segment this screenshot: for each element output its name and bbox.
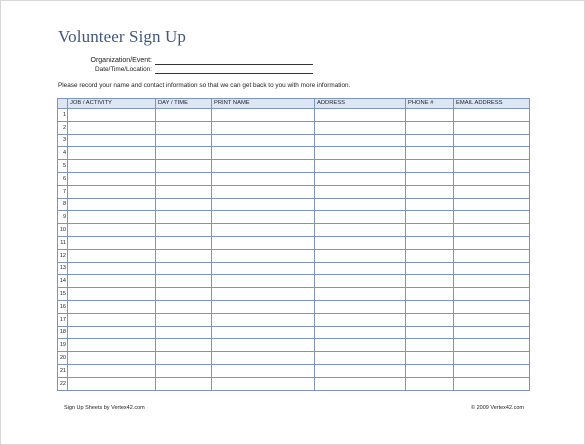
table-cell[interactable] [454, 275, 530, 288]
table-cell[interactable] [315, 364, 406, 377]
table-cell[interactable] [156, 172, 212, 185]
table-cell[interactable] [156, 198, 212, 211]
table-row [58, 160, 530, 173]
table-cell[interactable] [454, 364, 530, 377]
table-cell[interactable] [68, 352, 156, 365]
table-cell[interactable] [156, 224, 212, 237]
column-header: ADDRESS [315, 99, 406, 109]
table-cell[interactable] [156, 109, 212, 122]
column-header-number [58, 99, 68, 109]
table-cell[interactable] [454, 300, 530, 313]
table-cell[interactable] [406, 364, 454, 377]
table-cell[interactable] [315, 198, 406, 211]
instructions-text: Please record your name and contact information so that we can get back to you with more information. [58, 82, 351, 89]
table-cell[interactable] [156, 275, 212, 288]
table-cell[interactable] [68, 185, 156, 198]
table-cell[interactable] [156, 160, 212, 173]
table-cell[interactable] [315, 275, 406, 288]
table-cell[interactable] [315, 313, 406, 326]
table-row [58, 262, 530, 275]
row-number: 20 [58, 352, 68, 365]
table-cell[interactable] [68, 288, 156, 301]
table-row [58, 211, 530, 224]
table-cell[interactable] [156, 313, 212, 326]
row-number: 2 [58, 121, 68, 134]
table-cell[interactable] [212, 160, 315, 173]
table-cell[interactable] [406, 172, 454, 185]
table-row [58, 326, 530, 339]
footer-credit: Sign Up Sheets by Vertex42.com [64, 405, 145, 411]
row-number: 5 [58, 160, 68, 173]
table-cell[interactable] [406, 249, 454, 262]
table-cell[interactable] [68, 236, 156, 249]
table-cell[interactable] [68, 224, 156, 237]
table-cell[interactable] [406, 262, 454, 275]
table-cell[interactable] [454, 224, 530, 237]
table-cell[interactable] [315, 224, 406, 237]
row-number: 7 [58, 185, 68, 198]
table-row [58, 352, 530, 365]
table-cell[interactable] [68, 326, 156, 339]
page-title: Volunteer Sign Up [58, 27, 186, 46]
table-cell[interactable] [68, 275, 156, 288]
table-cell[interactable] [212, 300, 315, 313]
table-cell[interactable] [315, 249, 406, 262]
organization-input-line[interactable] [155, 64, 313, 65]
table-cell[interactable] [156, 339, 212, 352]
table-cell[interactable] [406, 185, 454, 198]
column-header: PRINT NAME [212, 99, 315, 109]
table-cell[interactable] [68, 211, 156, 224]
table-row [58, 198, 530, 211]
table-cell[interactable] [212, 249, 315, 262]
column-header: PHONE # [406, 99, 454, 109]
table-cell[interactable] [156, 236, 212, 249]
row-number: 14 [58, 275, 68, 288]
table-cell[interactable] [68, 109, 156, 122]
row-number: 22 [58, 377, 68, 390]
table-cell[interactable] [68, 300, 156, 313]
table-cell[interactable] [68, 121, 156, 134]
table-cell[interactable] [212, 313, 315, 326]
table-cell[interactable] [454, 249, 530, 262]
table-cell[interactable] [212, 377, 315, 390]
datetime-input-line[interactable] [155, 73, 313, 74]
row-number: 6 [58, 172, 68, 185]
table-cell[interactable] [212, 109, 315, 122]
datetime-label: Date/Time/Location: [95, 66, 152, 73]
table-cell[interactable] [212, 185, 315, 198]
table-cell[interactable] [212, 211, 315, 224]
table-cell[interactable] [454, 198, 530, 211]
table-cell[interactable] [68, 364, 156, 377]
row-number: 1 [58, 109, 68, 122]
row-number: 12 [58, 249, 68, 262]
table-row [58, 300, 530, 313]
table-cell[interactable] [68, 377, 156, 390]
row-number: 19 [58, 339, 68, 352]
table-cell[interactable] [315, 236, 406, 249]
table-cell[interactable] [406, 134, 454, 147]
table-cell[interactable] [68, 160, 156, 173]
table-cell[interactable] [406, 147, 454, 160]
row-number: 17 [58, 313, 68, 326]
table-cell[interactable] [212, 339, 315, 352]
table-cell[interactable] [156, 300, 212, 313]
table-cell[interactable] [315, 147, 406, 160]
table-cell[interactable] [454, 313, 530, 326]
table-cell[interactable] [68, 249, 156, 262]
organization-field [60, 57, 152, 66]
table-row [58, 236, 530, 249]
row-number: 16 [58, 300, 68, 313]
table-row [58, 313, 530, 326]
row-number: 11 [58, 236, 68, 249]
table-cell[interactable] [68, 262, 156, 275]
datetime-field [60, 66, 152, 75]
row-number: 9 [58, 211, 68, 224]
table-cell[interactable] [156, 288, 212, 301]
table-cell[interactable] [212, 275, 315, 288]
table-row [58, 275, 530, 288]
table-cell[interactable] [212, 326, 315, 339]
table-cell[interactable] [156, 249, 212, 262]
table-cell[interactable] [156, 134, 212, 147]
table-cell[interactable] [406, 224, 454, 237]
row-number: 8 [58, 198, 68, 211]
table-cell[interactable] [315, 339, 406, 352]
table-cell[interactable] [454, 147, 530, 160]
table-row [58, 134, 530, 147]
table-cell[interactable] [68, 339, 156, 352]
footer-copyright: © 2009 Vertex42.com [471, 405, 524, 411]
table-cell[interactable] [406, 339, 454, 352]
table-cell[interactable] [454, 109, 530, 122]
row-number: 15 [58, 288, 68, 301]
table-cell[interactable] [454, 339, 530, 352]
table-cell[interactable] [406, 275, 454, 288]
signup-table [57, 98, 530, 391]
table-cell[interactable] [212, 172, 315, 185]
table-cell[interactable] [156, 326, 212, 339]
table-row [58, 339, 530, 352]
table-row [58, 288, 530, 301]
table-row [58, 185, 530, 198]
row-number: 13 [58, 262, 68, 275]
table-cell[interactable] [454, 185, 530, 198]
table-cell[interactable] [406, 121, 454, 134]
table-cell[interactable] [156, 262, 212, 275]
table-cell[interactable] [315, 109, 406, 122]
table-cell[interactable] [315, 262, 406, 275]
table-cell[interactable] [454, 288, 530, 301]
table-cell[interactable] [406, 300, 454, 313]
table-row [58, 109, 530, 122]
table-cell[interactable] [406, 198, 454, 211]
table-cell[interactable] [315, 185, 406, 198]
table-row [58, 172, 530, 185]
table-cell[interactable] [315, 377, 406, 390]
table-cell[interactable] [454, 211, 530, 224]
table-cell[interactable] [454, 134, 530, 147]
table-cell[interactable] [406, 109, 454, 122]
table-cell[interactable] [212, 262, 315, 275]
table-row [58, 364, 530, 377]
table-cell[interactable] [454, 160, 530, 173]
organization-label: Organization/Event: [90, 57, 152, 64]
table-row [58, 377, 530, 390]
table-cell[interactable] [68, 313, 156, 326]
table-cell[interactable] [315, 326, 406, 339]
table-cell[interactable] [68, 198, 156, 211]
row-number: 4 [58, 147, 68, 160]
table-cell[interactable] [68, 134, 156, 147]
column-header: JOB / ACTIVITY [68, 99, 156, 109]
table-cell[interactable] [406, 288, 454, 301]
table-cell[interactable] [315, 300, 406, 313]
table-cell[interactable] [156, 185, 212, 198]
table-cell[interactable] [406, 326, 454, 339]
table-cell[interactable] [315, 172, 406, 185]
column-header: DAY / TIME [156, 99, 212, 109]
row-number: 18 [58, 326, 68, 339]
table-cell[interactable] [406, 211, 454, 224]
table-cell[interactable] [454, 352, 530, 365]
table-row [58, 147, 530, 160]
table-cell[interactable] [454, 262, 530, 275]
row-number: 3 [58, 134, 68, 147]
table-cell[interactable] [212, 364, 315, 377]
table-cell[interactable] [315, 211, 406, 224]
table-cell[interactable] [406, 236, 454, 249]
table-cell[interactable] [212, 121, 315, 134]
table-cell[interactable] [68, 147, 156, 160]
table-cell[interactable] [212, 288, 315, 301]
table-cell[interactable] [315, 288, 406, 301]
table-row [58, 121, 530, 134]
table-cell[interactable] [406, 352, 454, 365]
table-cell[interactable] [454, 377, 530, 390]
table-cell[interactable] [406, 160, 454, 173]
table-cell[interactable] [454, 172, 530, 185]
table-cell[interactable] [68, 172, 156, 185]
table-cell[interactable] [156, 121, 212, 134]
table-row [58, 249, 530, 262]
table-cell[interactable] [315, 352, 406, 365]
table-cell[interactable] [212, 134, 315, 147]
row-number: 10 [58, 224, 68, 237]
table-cell[interactable] [212, 236, 315, 249]
table-cell[interactable] [212, 352, 315, 365]
table-row [58, 224, 530, 237]
table-cell[interactable] [156, 211, 212, 224]
table-cell[interactable] [156, 352, 212, 365]
table-cell[interactable] [315, 160, 406, 173]
table-cell[interactable] [156, 147, 212, 160]
table-cell[interactable] [406, 313, 454, 326]
table-cell[interactable] [212, 147, 315, 160]
table-header-row [58, 99, 530, 109]
column-header: EMAIL ADDRESS [454, 99, 530, 109]
table-cell[interactable] [212, 224, 315, 237]
table-cell[interactable] [212, 198, 315, 211]
table-cell[interactable] [454, 326, 530, 339]
table-cell[interactable] [315, 121, 406, 134]
table-cell[interactable] [156, 364, 212, 377]
table-cell[interactable] [454, 236, 530, 249]
table-cell[interactable] [315, 134, 406, 147]
table-cell[interactable] [406, 377, 454, 390]
table-cell[interactable] [156, 377, 212, 390]
row-number: 21 [58, 364, 68, 377]
table-cell[interactable] [454, 121, 530, 134]
